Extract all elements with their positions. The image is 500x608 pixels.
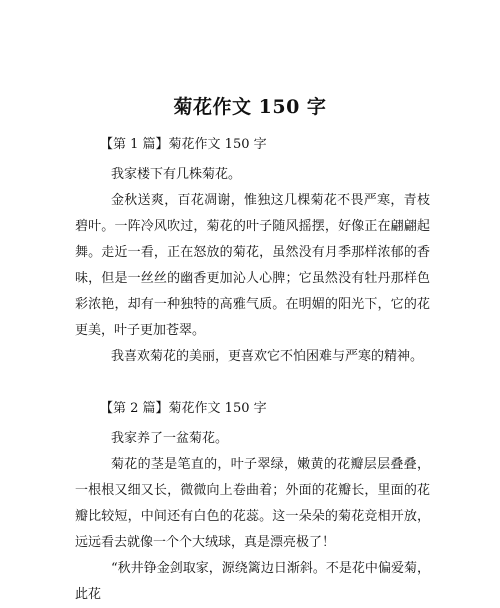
section-heading: 【第 1 篇】菊花作文 150 字 xyxy=(100,137,267,152)
paragraph: 我喜欢菊花的美丽，更喜欢它不怕困难与严寒的精神。 xyxy=(111,349,424,364)
section-1 xyxy=(75,136,430,370)
section-2 xyxy=(75,400,430,608)
paragraph: 菊花的茎是笔直的，叶子翠绿，嫩黄的花瓣层层叠叠，一根根又细又长，微微向上卷曲着；外面的花瓣长，里面的花瓣比较短，中间还有白色的花蕊。这一朵朵的菊花竞相开放，远远看去就像一个个大绒球，真是漂亮极了！ xyxy=(75,457,430,550)
document-title: 菊花作文 150 字 xyxy=(173,96,327,118)
paragraph: 金秋送爽，百花凋谢，惟独这几棵菊花不畏严寒，青枝碧叶。一阵冷风吹过，菊花的叶子随风摇摆，好像正在翩翩起舞。走近一看，正在怒放的菊花，虽然没有月季那样浓郁的香味，但是一丝丝的幽香更加沁人心脾；它虽然没有牡丹那样色彩浓艳，却有一种独特的高雅气质。在明媚的阳光下，它的花更美，叶子更加苍翠。 xyxy=(75,193,430,338)
paragraph: “秋井铮金剑取家，源绕篱边日渐斜。不是花中偏爱菊，此花 xyxy=(75,561,430,602)
section-heading: 【第 2 篇】菊花作文 150 字 xyxy=(100,401,267,416)
paragraph: 我家养了一盆菊花。 xyxy=(111,431,229,446)
paragraph: 我家楼下有几株菊花。 xyxy=(111,167,242,182)
